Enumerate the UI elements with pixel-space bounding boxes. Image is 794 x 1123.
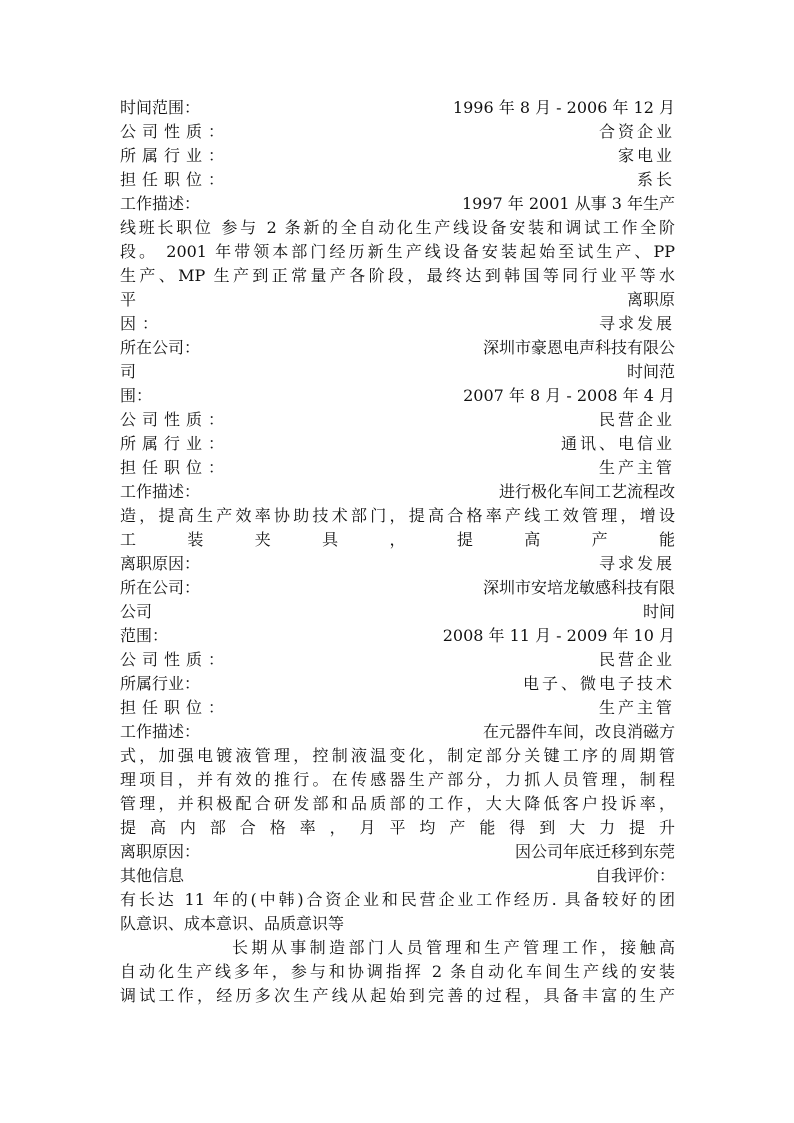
entry3-position-row [120, 696, 675, 720]
entry2-nature-label: 公司性质： [120, 410, 231, 429]
entry2-time-value: 2007 年 8 月 - 2008 年 4 月 [463, 386, 675, 405]
other-para2-line: 调试工作，经历多次生产线从起始到完善的过程，具备丰富的生产 [120, 986, 675, 1005]
entry1-desc-last: 平 [120, 290, 137, 309]
entry1-industry-row [120, 144, 675, 168]
entry2-desc-label: 工作描述： [120, 482, 201, 501]
entry2-time-label-part2: 围： [120, 386, 153, 405]
entry1-nature-row [120, 120, 675, 144]
entry3-desc-spread: 提高内部合格率，月平均产能得到大力提升 [120, 818, 675, 837]
entry1-desc-line: 生产、MP 生产到正常量产各阶段，最终达到韩国等同行业平等水 [120, 266, 675, 285]
entry3-company-tail-row [120, 600, 675, 624]
entry3-desc-row [120, 720, 675, 744]
entry1-nature-label: 公司性质： [120, 122, 231, 141]
entry2-company-row [120, 336, 675, 360]
entry3-position-label: 担任职位： [120, 698, 231, 717]
entry1-leave-label-part1: 离职原 [626, 290, 675, 309]
entry1-leave-label-part2: 因： [120, 314, 165, 333]
self-eval-label: 自我评价： [594, 866, 675, 885]
entry3-desc-label: 工作描述： [120, 722, 201, 741]
entry3-desc-first: 在元器件车间，改良消磁方 [482, 722, 675, 741]
entry1-time-row [120, 96, 675, 120]
entry3-company-row [120, 576, 675, 600]
entry3-industry-value: 电子、微电子技术 [522, 674, 675, 693]
entry2-leave-value: 寻求发展 [598, 554, 675, 573]
entry3-nature-value: 民营企业 [598, 650, 675, 669]
entry3-time-label-part2: 范围： [120, 626, 169, 645]
entry1-desc-line: 线班长职位 参与 2 条新的全自动化生产线设备安装和调试工作全阶 [120, 218, 675, 237]
other-info-row [120, 864, 675, 888]
entry3-time-row [120, 624, 675, 648]
entry2-desc-spread: 工装夹具，提高产能 [120, 530, 675, 549]
entry2-industry-label: 所属行业： [120, 434, 231, 453]
entry2-position-value: 生产主管 [598, 458, 675, 477]
entry1-position-value: 系长 [636, 170, 675, 189]
entry2-company-value: 深圳市豪恩电声科技有限公 [482, 338, 675, 357]
entry3-nature-label: 公司性质： [120, 650, 231, 669]
entry1-desc-line: 段。 2001 年带领本部门经历新生产线设备安装起始至试生产、PP [120, 242, 675, 261]
entry2-desc-first: 进行极化车间工艺流程改 [498, 482, 675, 501]
entry2-position-row [120, 456, 675, 480]
entry2-company-label: 所在公司： [120, 338, 201, 357]
entry1-desc-label: 工作描述： [120, 194, 201, 213]
entry1-position-row [120, 168, 675, 192]
entry2-desc-row [120, 480, 675, 504]
entry1-leave-row [120, 312, 675, 336]
entry2-desc-line: 造，提高生产效率协助技术部门，提高合格率产线工效管理，增设 [120, 506, 675, 525]
entry3-company-value: 深圳市安培龙敏感科技有限 [482, 578, 675, 597]
entry3-desc-line: 管理，并积极配合研发部和品质部的工作，大大降低客户投诉率， [120, 794, 675, 813]
entry3-desc-line: 理项目，并有效的推行。在传感器生产部分，力抓人员管理，制程 [120, 770, 675, 789]
other-info-label: 其他信息 [120, 866, 185, 885]
entry2-company-tail: 司 [120, 362, 137, 381]
entry1-leave-value: 寻求发展 [598, 314, 675, 333]
entry2-company-tail-row [120, 360, 675, 384]
entry3-industry-label: 所属行业： [120, 674, 201, 693]
entry2-leave-label: 离职原因： [120, 554, 201, 573]
entry3-desc-line: 式，加强电镀液管理，控制液温变化，制定部分关键工序的周期管 [120, 746, 675, 765]
entry1-desc-last-row [120, 288, 675, 312]
entry2-time-label-part1: 时间范 [626, 362, 675, 381]
entry2-nature-value: 民营企业 [598, 410, 675, 429]
entry1-position-label: 担任职位： [120, 170, 231, 189]
entry2-leave-row [120, 552, 675, 576]
entry2-position-label: 担任职位： [120, 458, 231, 477]
other-para2-line: 自动化生产线多年，参与和协调指挥 2 条自动化车间生产线的安装 [120, 962, 675, 981]
other-line: 有长达 11 年的(中韩)合资企业和民营企业工作经历. 具备较好的团 [120, 890, 675, 909]
entry1-desc-first: 1997 年 2001 从事 3 年生产 [461, 194, 675, 213]
entry1-desc-row [120, 192, 675, 216]
entry1-nature-value: 合资企业 [598, 122, 675, 141]
entry3-nature-row [120, 648, 675, 672]
entry1-time-label: 时间范围： [120, 98, 201, 117]
entry3-leave-label: 离职原因： [120, 842, 201, 861]
entry3-time-label-part1: 时间 [642, 602, 675, 621]
entry3-company-tail: 公司 [120, 602, 153, 621]
other-line: 队意识、成本意识、品质意识等 [120, 914, 345, 933]
other-para2-first: 长期从事制造部门人员管理和生产管理工作，接触高 [232, 938, 675, 957]
entry2-nature-row [120, 408, 675, 432]
entry3-industry-row [120, 672, 675, 696]
entry2-industry-value: 通讯、电信业 [560, 434, 675, 453]
entry3-leave-row [120, 840, 675, 864]
entry3-position-value: 生产主管 [598, 698, 675, 717]
entry3-leave-value: 因公司年底迁移到东莞 [514, 842, 675, 861]
entry1-time-value: 1996 年 8 月 - 2006 年 12 月 [452, 98, 675, 117]
entry3-time-value: 2008 年 11 月 - 2009 年 10 月 [442, 626, 675, 645]
entry2-industry-row [120, 432, 675, 456]
entry1-industry-value: 家电业 [617, 146, 675, 165]
entry3-company-label: 所在公司： [120, 578, 201, 597]
resume-page [120, 96, 675, 1008]
entry1-industry-label: 所属行业： [120, 146, 231, 165]
entry2-time-row [120, 384, 675, 408]
